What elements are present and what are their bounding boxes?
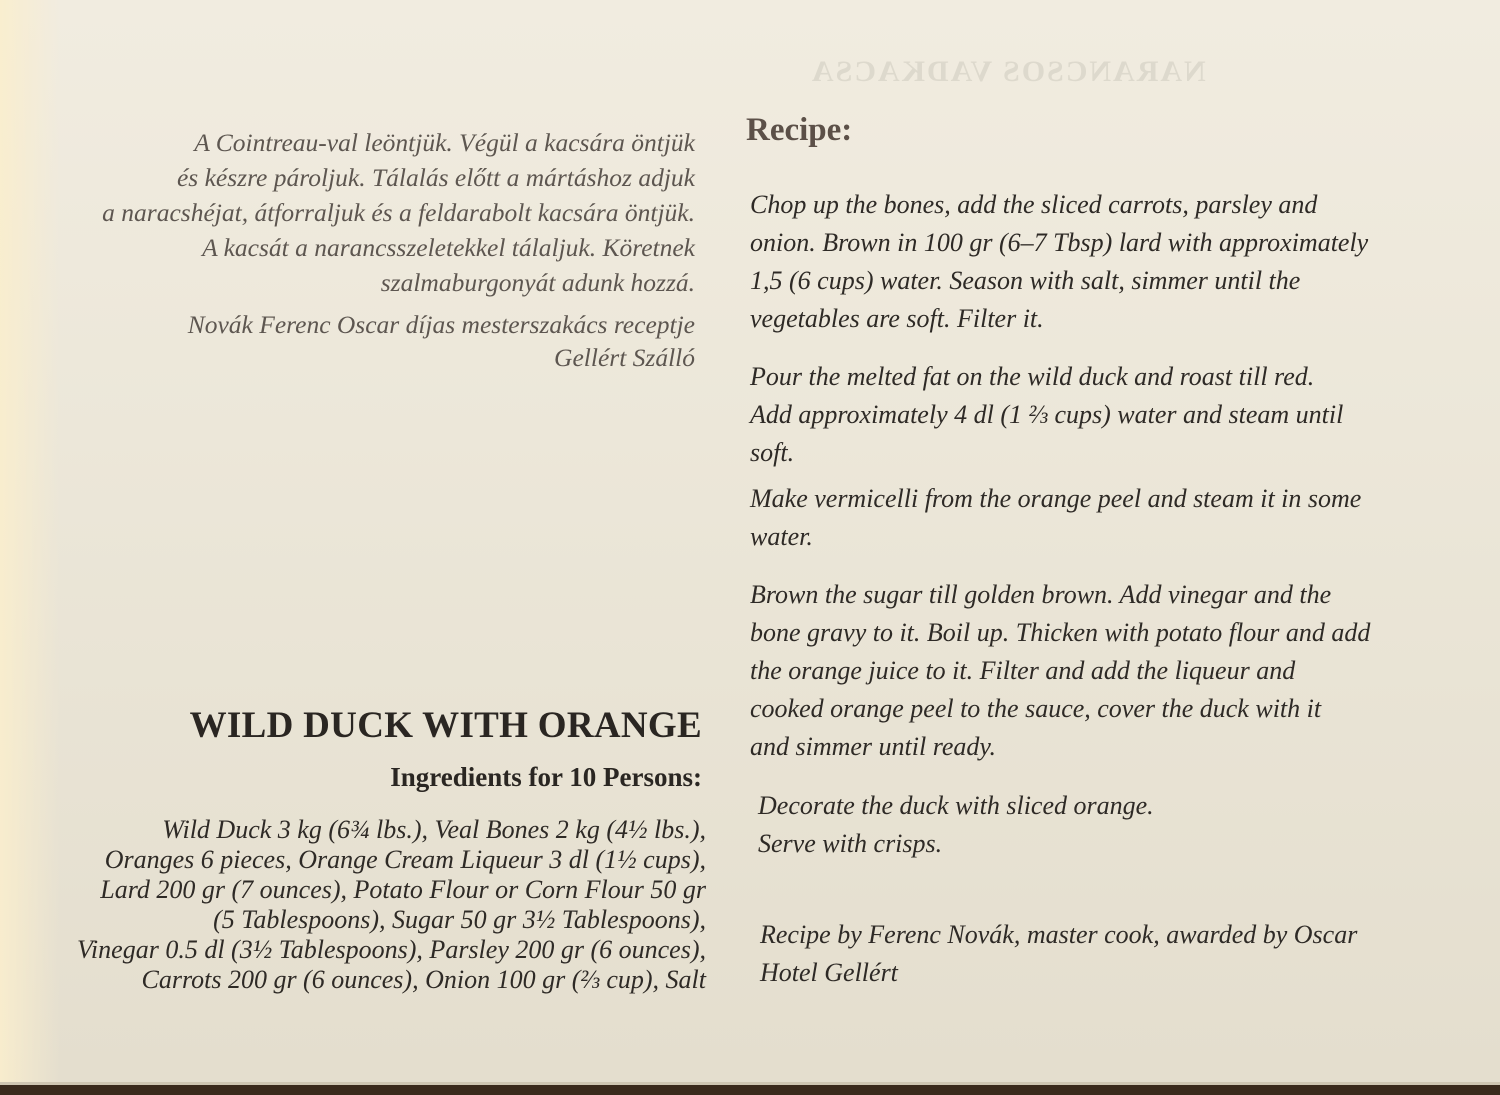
recipe-line: 1,5 (6 cups) water. Season with salt, simmer until the [750,266,1301,295]
recipe-credit-line: Recipe by Ferenc Novák, master cook, awarded by Oscar [760,920,1358,949]
ingredients-heading: Ingredients for 10 Persons: [390,762,702,792]
recipe-line: cooked orange peel to the sauce, cover the duck with it [750,694,1322,723]
ingredient-line: Oranges 6 pieces, Orange Cream Liqueur 3 dl (1½ cups), [104,845,706,874]
ingredient-line: Lard 200 gr (7 ounces), Potato Flour or Corn Flour 50 gr [100,875,706,904]
recipe-line: the orange juice to it. Filter and add the liqueur and [750,656,1296,685]
ingredients-list [77,815,706,995]
recipe-line: Add approximately 4 dl (1 ⅔ cups) water and steam until [750,400,1344,429]
ingredient-line: Vinegar 0.5 dl (3½ Tablespoons), Parsley 200 gr (6 ounces), [76,935,706,964]
recipe-credit-line: Hotel Gellért [760,958,898,987]
recipe-line: Serve with crisps. [758,829,943,858]
recipe-credit [760,916,1357,992]
hungarian-credit-line: Gellért Szálló [554,343,695,372]
recipe-line: soft. [750,438,795,467]
recipe-step-5 [758,787,1458,863]
hungarian-line: és készre pároljuk. Tálalás előtt a mártáshoz adjuk [176,163,695,192]
recipe-line: onion. Brown in 100 gr (6–7 Tbsp) lard with approximately [750,228,1369,257]
recipe-step-1 [750,186,1450,338]
hungarian-line: szalmaburgonyát adunk hozzá. [380,268,695,297]
ingredient-line: (5 Tablespoons), Sugar 50 gr 3½ Tablespoons), [213,905,706,934]
show-through-heading: NARANCSOS VADKACSA [810,55,1206,88]
recipe-heading: Recipe: [746,112,853,148]
recipe-line: Pour the melted fat on the wild duck and roast till red. [750,362,1315,391]
ingredient-line: Carrots 200 gr (6 ounces), Onion 100 gr (⅔ cup), Salt [141,965,706,994]
ingredient-line: Wild Duck 3 kg (6¾ lbs.), Veal Bones 2 kg (4½ lbs.), [162,815,706,844]
recipe-line: Brown the sugar till golden brown. Add vinegar and the [750,580,1332,609]
recipe-step-2 [750,358,1450,472]
recipe-line: Decorate the duck with sliced orange. [758,791,1154,820]
dish-title: WILD DUCK WITH ORANGE [189,705,702,746]
hungarian-credit-line: Novák Ferenc Oscar díjas mesterszakács receptje [187,310,695,339]
hungarian-line: A kacsát a narancsszeletekkel tálaljuk. Köretnek [202,233,695,262]
recipe-line: bone gravy to it. Boil up. Thicken with potato flour and add [750,618,1371,647]
recipe-line: water. [750,522,813,551]
recipe-line: Chop up the bones, add the sliced carrots, parsley and [750,190,1318,219]
hungarian-line: a naracshéjat, átforraljuk és a feldarabolt kacsára öntjük. [102,198,695,227]
recipe-line: vegetables are soft. Filter it. [750,304,1044,333]
recipe-step-4 [750,576,1450,766]
hungarian-paragraph [102,125,695,300]
recipe-line: and simmer until ready. [750,732,997,761]
hungarian-credit [188,308,695,374]
recipe-line: Make vermicelli from the orange peel and steam it in some [750,484,1362,513]
recipe-step-3 [750,480,1450,556]
hungarian-line: A Cointreau-val leöntjük. Végül a kacsára öntjük [194,128,695,157]
